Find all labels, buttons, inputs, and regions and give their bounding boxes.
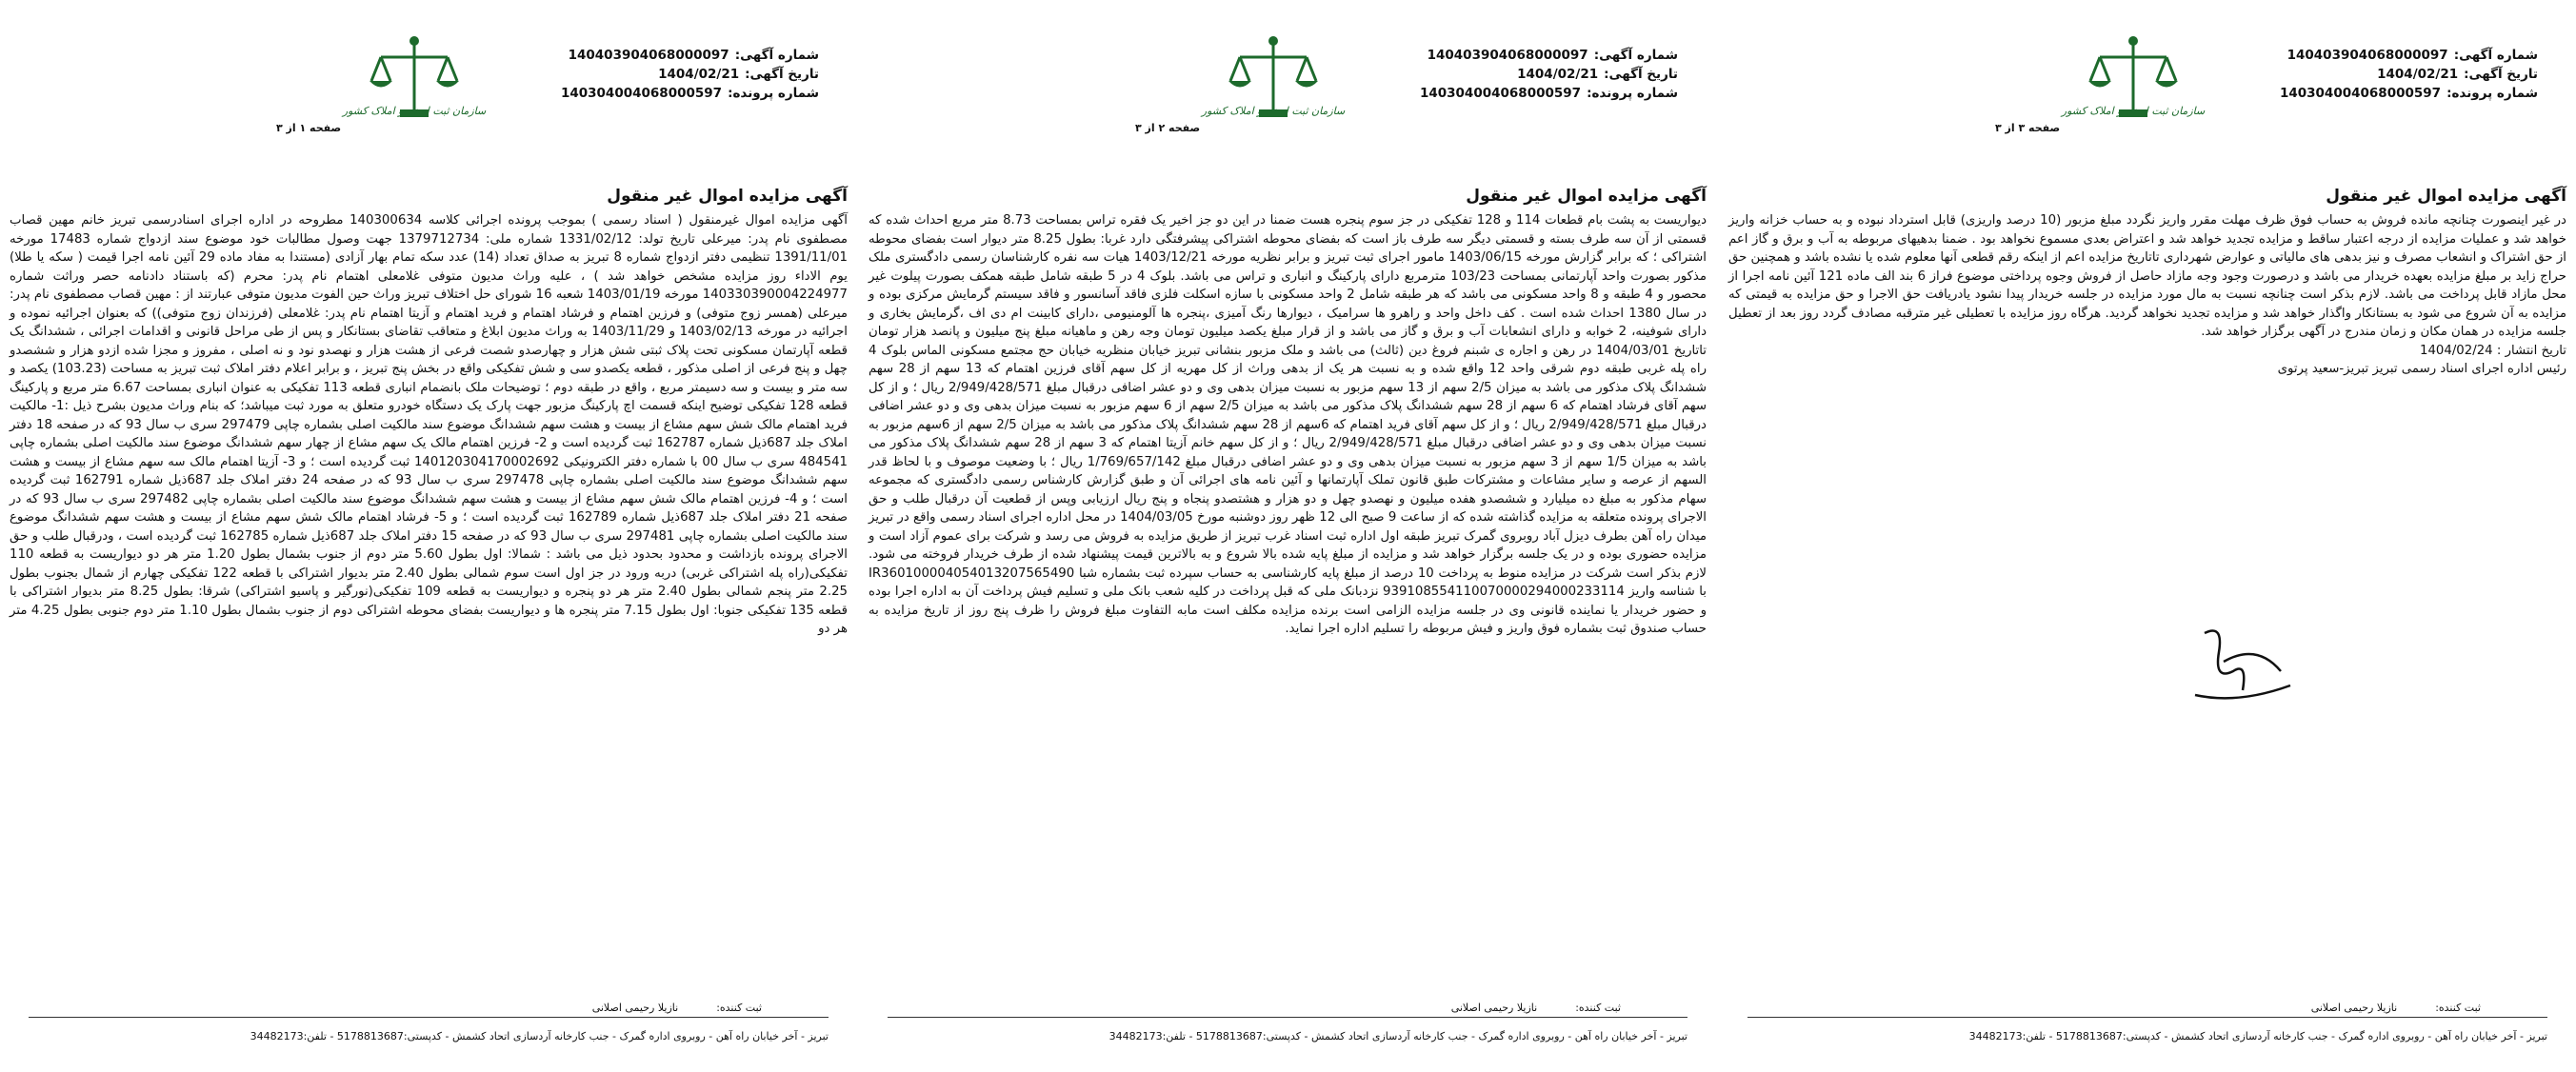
page-number: صفحه ۲ از ۳ [1135, 122, 1201, 134]
publish-date-line [1728, 342, 2566, 361]
footer-address: تبریز - آخر خیابان راه آهن - روبروی اداره گمرک - جنب کارخانه آردسازی اتحاد کشمش - کدپستی:5178813687 - تلفن:34482173 [1108, 1030, 1687, 1042]
notice-number-label: شماره آگهی: [1593, 48, 1678, 63]
handwritten-signature-icon [2167, 605, 2309, 719]
notice-body [10, 211, 857, 639]
notice-title: آگهی مزایده اموال غیر منقول [2326, 187, 2566, 206]
footer-registrar-name: نازیلا رحیمی اصلانی [1450, 1002, 1538, 1014]
footer-registrar [2311, 1002, 2481, 1014]
case-number-label: شماره پرونده: [1587, 86, 1678, 101]
publish-date: 1404/02/24 [2419, 343, 2493, 358]
notice-date: 1404/02/21 [1517, 67, 1599, 82]
notice-page-3 [0, 0, 857, 1072]
case-number: 140304004068000597 [2279, 86, 2442, 101]
footer-registrar-label: ثبت کننده: [716, 1002, 762, 1014]
notice-date: 1404/02/21 [2377, 67, 2459, 82]
justice-scales-emblem-icon [362, 29, 467, 133]
footer-address: تبریز - آخر خیابان راه آهن - روبروی اداره گمرک - جنب کارخانه آردسازی اتحاد کشمش - کدپستی:5178813687 - تلفن:34482173 [250, 1030, 829, 1042]
notice-title: آگهی مزایده اموال غیر منقول [607, 187, 848, 206]
footer-registrar-name: نازیلا رحیمی اصلانی [2310, 1002, 2398, 1014]
notice-body [1728, 211, 2576, 379]
justice-scales-emblem-icon [1221, 29, 1326, 133]
notice-date-label: تاریخ آگهی: [2464, 67, 2538, 82]
notice-header-meta [1364, 46, 1678, 103]
case-number-label: شماره پرونده: [728, 86, 819, 101]
notice-body-text: دیواریست به پشت بام قطعات 114 و 128 تفکیکی در جز سوم پنجره هست ضمنا در این دو جز اخیر یک فقره تراس بمساحت 8.73 متر مربع احداث شده که قسمتی از آن سه طرف بسته و قسمتی دیگر سه طرف باز است که بفضای محوطه اشتراکی پیشرفتگی دارد غربا: بطول 8.25 متر دیوار است بفضای محوطه اشتراکی ؛ که برابر گزارش مورخه 1403/06/15 مامور اجرای ثبت تبریز و برابر نظریه مورخه 1403/12/21 هیات سه نفره کارشناسان رسمی دادگستری ملک مذکور بصورت واحد آپارتمانی بمساحت 103/23 مترمربع دارای پارکینگ و انباری و تراس می باشد. بلوک 4 در 5 طبقه شامل طبقه همکف بصورت پیلوت غیر محصور و 4 طبقه و 8 واحد مسکونی می باشد که هر طبقه شامل 2 واحد مسکونی با سازه اسکلت فلزی فاقد آسانسور و فاقد سیستم گرمایش مرکزی بوده و در سال 1380 احداث شده است . کف داخل واحد و راهرو ها سرامیک ، دیوارها رنگ آمیزی ،پنجره ها آلومنیومی ،دارای کابینت ام دی اف ،گرمایش بخاری و دارای شوفینه، 2 خوابه و دارای انشعابات آب و برق و گاز می باشد و از قرار مبلغ یکصد میلیون تومان وجه رهن و ماهیانه مبلغ پنج میلیون و پانصد هزار تومان تاتاریخ 1404/03/01 در رهن و اجاره ی شبنم فروغ دین (ثالث) می باشد و ملک مزبور بنشانی تبریز خیابان منظریه خیابان حج مجتمع مسکونی الماس بلوک 4 راه پله غربی طبقه دوم شرقی واحد 12 واقع شده و به نسبت هر یک از بدهی وراث از کل مهریه از کل سهم آقای فرزین اهتمام که 13 سهم از 28 سهم ششدانگ پلاک مذکور می باشد به میزان 2/5 سهم از 13 سهم مزبور به نسبت میزان بدهی وی و دو عشر اضافی درقبال مبلغ 2/949/428/571 ریال ؛ و از کل سهم آقای فرشاد اهتمام که 6 سهم از 28 سهم ششدانگ پلاک مذکور می باشد به میزان 2/5 سهم از 6 سهم مزبور به نسبت میزان بدهی وی و دو عشر اضافی درقبال مبلغ 2/949/428/571 ریال ؛ و از کل سهم آقای فرید اهتمام که 6سهم از 28 سهم ششدانگ پلاک مذکور می باشد به میزان 2/5 سهم از 6سهم مزبور به نسبت میزان بدهی وی و دو عشر اضافی درقبال مبلغ 2/949/428/571 ریال ؛ و از کل سهم خانم آزیتا اهتمام که 3 سهم از 28 سهم ششدانگ پلاک مذکور می باشد به میزان 1/5 سهم از 3 سهم مزبور به نسبت میزان بدهی وی و دو عشر اضافی درقبال مبلغ 1/769/657/142 ریال ؛ با وضعیت موصوف و با لحاظ قدر السهم از عرصه و سایر مشاعات و مشترکات طبق قانون تملک آپارتمانها و آئین نامه های اجرائی آن و طبق گزارش کارشناس رسمی دادگستری که مجموعه سهام مذکور به مبلغ ده میلیارد و ششصدو هفده میلیون و نهصدو چهل و دو هزار و هشتصدو پنجاه و پنج ریال ارزیابی وپس از قطعیت آن درقبال طلب و حق الاجرای پرونده متعلقه به مزایده گذاشته شده که از ساعت 9 صبح الی 12 ظهر روز دوشنبه مورخ 1404/03/05 در محل اداره اجرای اسناد رسمی واقع در تبریز میدان راه آهن بطرف دیزل آباد روبروی گمرک تبریز طبقه اول اداره ثبت اسناد غرب تبریز از طریق مزایده به فروش می رسد و شرکت برای عموم آزاد است و مزایده حضوری بوده و در یک جلسه برگزار خواهد شد و مزایده از مبلغ پایه شده بالا شروع و به بالاترین قیمت پیشنهاد شده از طرف خریدار فروخته می شود. لازم بذکر است شرکت در مزایده منوط به پرداخت 10 درصد از مبلغ پایه کارشناسی به حساب سپرده ثبت بشماره شبا IR360100004054013207565490 با شناسه واریز 939108554110070000294000233114 نزدبانک ملی که قبل پرداخت در کلیه شعب بانک ملی و تسلیم فیش پرداخت آن به اداره اجرا بوده و حضور خریدار یا نماینده قانونی وی در جلسه مزایده الزامی است برنده مزایده مکلف است مابه التفاوت مبلغ فروش را ظرف پنج روز از تاریخ مزایده به حساب صندوق ثبت بشماره فوق واریز و فیش مربوطه را تسلیم اداره اجرا نماید. [869, 213, 1707, 636]
footer-registrar-name: نازیلا رحیمی اصلانی [591, 1002, 679, 1014]
footer-divider [29, 1017, 829, 1018]
page-number: صفحه ۱ از ۳ [276, 122, 342, 134]
notice-number: 140403904068000097 [1427, 48, 1588, 63]
notice-date-label: تاریخ آگهی: [745, 67, 819, 82]
notice-number-label: شماره آگهی: [2453, 48, 2538, 63]
notice-number: 140403904068000097 [2286, 48, 2448, 63]
notice-body-text: در غیر اینصورت چنانچه مانده فروش به حساب فوق ظرف مهلت مقرر واریز نگردد مبلغ مزبور (10 درصد واریزی) قابل استرداد نبوده و به حساب خزانه واریز خواهد شد و عملیات مزایده از درجه اعتبار ساقط و مزایده تجدید خواهد شد و اعتراض بعدی مسموع نخواهد بود . ضمنا بدهیهای مربوطه به آب و برق و گاز اعم از حق اشتراک و انشعاب مصرف و نیز بدهی های مالیاتی و عوارض شهرداری تاتاریخ مزایده اعم از اینکه رقم قطعی آنها معلوم شده یا نشده باشد و همچنین حق حراج زاید بر مبلغ مزایده بعهده خریدار می باشد و درصورت وجود وجه مازاد حاصل از فروش وجوه پرداختی موضوع فراز 6 بند الف ماده 121 آئین نامه اجرا از محل مازاد قابل پرداخت می باشد. لازم بذکر است چنانچه نسبت به مال مورد مزایده در جلسه خریدار پیدا نشود یادریافت حق الاجرا و حق مزایده به قیمتی که مزایده به آن شروع می شود به بستانکار واگذار خواهد شد و مزایده تجدید نخواهد گردید. هرگاه روز مزایده با تعطیلی غیر مترقبه مصادف گردد روز بعد از تعطیل جلسه مزایده در همان مکان و زمان مندرج در آگهی برگزار خواهد شد. [1728, 213, 2566, 339]
notice-title: آگهی مزایده اموال غیر منقول [1466, 187, 1707, 206]
signer-name: رئیس اداره اجرای اسناد رسمی تبریز تبریز-سعید پرتوی [2277, 362, 2566, 376]
organization-name: سازمان ثبت اسناد و املاک کشور [342, 105, 487, 117]
notice-number: 140403904068000097 [568, 48, 729, 63]
footer-registrar-label: ثبت کننده: [2435, 1002, 2481, 1014]
footer-registrar [592, 1002, 762, 1014]
case-number-label: شماره پرونده: [2446, 86, 2538, 101]
notice-date-label: تاریخ آگهی: [1604, 67, 1678, 82]
case-number: 140304004068000597 [560, 86, 723, 101]
notice-body-text: آگهی مزایده اموال غیرمنقول ( اسناد رسمی ) بموجب پرونده اجرائی کلاسه 140300634 مطروحه در اداره اجرای اسنادرسمی تبریز خانم مهین قصاب مصطفوی نام پدر: میرعلی تاریخ تولد: 1331/02/12 شماره ملی: 1379712734 جهت وصول مطالبات خود موضوع سند ازدواج شماره 17483 مورخه 1391/11/01 تنظیمی دفتر ازدواج شماره 8 تبریز به صداق تعداد (14) عدد سکه تمام بهار آزادی (مستندا به مفاد ماده 29 آئین نامه اجرا قیمت ( سکه یا طلا) یوم الاداء روز مزایده مشخص خواهد شد ) ، علیه وراث مدیون متوفی غلامعلی اهتمام نام پدر: محرم (که باستناد دادنامه حصر وراثت شماره 140330390004224977 مورخه 1403/01/19 شعبه 16 شورای حل اختلاف تبریز وراث حین الفوت مدیون متوفی عبارتند از : مهین قصاب مصطفوی نام پدر: میرعلی (همسر زوج متوفی) و فرزین اهتمام و فرشاد اهتمام و فرید اهتمام و آزیتا اهتمام نام پدر: غلامعلی (فرزندان زوج متوفی)) که بعنوان اجرائیه نموده و اجرائیه در مورخه 1403/02/13 و 1403/11/29 به وراث مدیون ابلاغ و متعاقب تقاضای بستانکار و پس از طی مراحل قانونی و اقدامات اجرائی ، ششدانگ یک قطعه آپارتمان مسکونی تحت پلاک ثبتی شش هزار و چهارصدو شصت فرعی از هشت هزار و نهصدو نود و نه اصلی ، مفروز و مجزا شده ازدو هزار و ششصدو چهل و پنج فرعی از اصلی مذکور ، قطعه یکصدو سی و شش تفکیکی واقع در بخش پنج تبریز ، و برابر اعلام دفتر املاک ثبت تبریز به مساحت (103.23) یکصد و سه متر و بیست و سه دسیمتر مربع ، واقع در طبقه دوم ؛ توضیحات ملک بانضمام انباری قطعه 113 تفکیکی به عنوان انباری بمساحت 6.67 متر مربع و پارکینگ قطعه 128 تفکیکی توضیح اینکه قسمت اچ پارکینگ مزبور جهت پارک یک دستگاه خودرو متعلق به مورد ثبت میباشد؛ که بنام وراث مدیون بشرح ذیل :1- مالکیت فرید اهتمام مالک شش سهم مشاع از بیست و هشت سهم ششدانگ موضوع سند مالکیت اصلی بشماره چاپی 297479 سری ب سال 93 که در صفحه 18 دفتر املاک جلد 687ذیل شماره 162787 ثبت گردیده است و 2- فرزین اهتمام مالک یک سهم مشاع از چهار سهم ششدانگ موضوع سند مالکیت اصلی بشماره چاپی 484541 سری ب سال 00 با شماره دفتر الکترونیکی 140120304170002692 ثبت گردیده است ؛ و 3- آزیتا اهتمام مالک سه سهم مشاع از بیست و هشت سهم ششدانگ موضوع سند مالکیت اصلی بشماره چاپی 297478 سری ب سال 93 که در صفحه 24 دفتر املاک جلد 687ذیل شماره 162791 ثبت گردیده است ؛ و 4- فرزین اهتمام مالک شش سهم مشاع از بیست و هشت سهم ششدانگ موضوع سند مالکیت اصلی بشماره چاپی 297482 سری ب سال 93 که در صفحه 21 دفتر املاک جلد 687ذیل شماره 162789 ثبت گردیده است ؛ و 5- فرشاد اهتمام مالک شش سهم مشاع از بیست و هشت سهم ششدانگ موضوع سند مالکیت اصلی بشماره چاپی 297481 سری ب سال 93 که در صفحه 15 دفتر املاک جلد 687ذیل شماره 162785 ثبت گردیده است ، ودرقبال طلب و حق الاجرای پرونده بازداشت و محدود بحدود ذیل می باشد : شمالا: اول بطول 5.60 متر دوم از جنوب بشمال بطول 1.20 متر هر دو دیواریست به قطعه 110 تفکیکی(راه پله اشتراکی غربی) دربه ورود در جز اول است سوم شمالی بطول 2.40 متر بدیوار اشتراکی با قطعه 122 تفکیکی چهارم از شمال بجنوب بطول 2.25 متر پنجم شمالی بطول 2.40 متر هر دو پنجره و دیواریست به قطعه 109 تفکیکی(نورگیر و پاسیو اشتراکی) شرقا: بطول 8.25 متر بدیوار اشتراکی با قطعه 135 تفکیکی جنوبا: اول بطول 7.15 متر پنجره ها و دیواریست بفضای محوطه اشتراکی دوم از جنوب بشمال بطول 1.10 متر دوم جنوبی بطول 4.25 متر هر دو [10, 213, 849, 636]
justice-scales-emblem-icon [2081, 29, 2186, 133]
notice-header-meta [2224, 46, 2538, 103]
notice-page-1 [1719, 0, 2576, 1072]
notice-header-meta [505, 46, 819, 103]
footer-registrar [1451, 1002, 1621, 1014]
notice-date: 1404/02/21 [658, 67, 740, 82]
notice-body [869, 211, 1716, 639]
notice-page-2 [859, 0, 1716, 1072]
case-number: 140304004068000597 [1419, 86, 1582, 101]
footer-registrar-label: ثبت کننده: [1575, 1002, 1621, 1014]
organization-name: سازمان ثبت اسناد و املاک کشور [2061, 105, 2206, 117]
footer-divider [1747, 1017, 2547, 1018]
footer-divider [888, 1017, 1687, 1018]
notice-number-label: شماره آگهی: [734, 48, 819, 63]
organization-name: سازمان ثبت اسناد و املاک کشور [1201, 105, 1346, 117]
footer-address: تبریز - آخر خیابان راه آهن - روبروی اداره گمرک - جنب کارخانه آردسازی اتحاد کشمش - کدپستی:5178813687 - تلفن:34482173 [1968, 1030, 2547, 1042]
page-number: صفحه ۳ از ۳ [1995, 122, 2061, 134]
publish-date-label: تاریخ انتشار : [2496, 343, 2566, 358]
